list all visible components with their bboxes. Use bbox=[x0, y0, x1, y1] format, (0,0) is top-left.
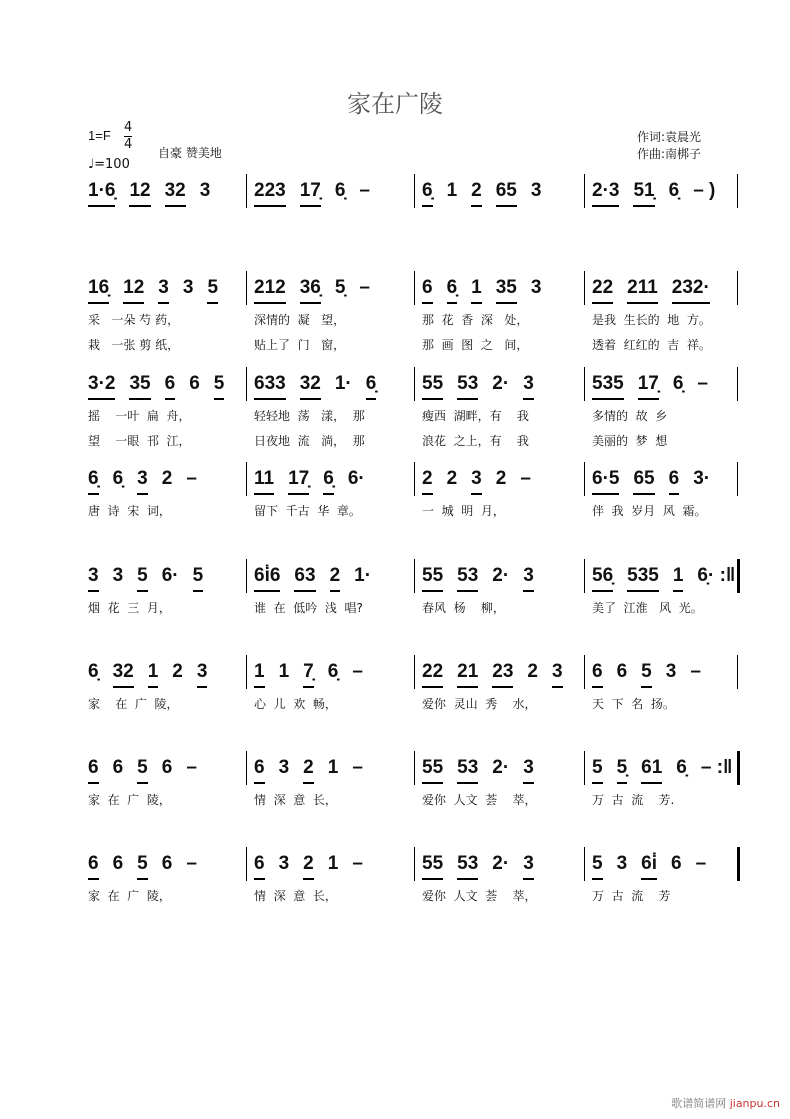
note-group: 3 bbox=[137, 468, 148, 495]
note-group-list bbox=[592, 565, 735, 592]
note-group: 3 bbox=[616, 853, 628, 874]
lyric-line: 伴 我 岁月 风 霜。 bbox=[592, 504, 707, 518]
measure bbox=[592, 853, 707, 903]
note-group: 5̣ bbox=[617, 757, 628, 784]
measure bbox=[88, 180, 210, 210]
note-group: 2 bbox=[471, 180, 482, 207]
note-group: 6· bbox=[347, 468, 365, 489]
end-bar-line bbox=[737, 847, 740, 881]
note-group-list bbox=[592, 180, 715, 207]
note-group: 32 bbox=[113, 661, 134, 688]
bar-line bbox=[246, 559, 247, 593]
measure bbox=[254, 277, 370, 352]
note-group: 22 bbox=[422, 661, 443, 688]
measure bbox=[592, 468, 711, 518]
measure bbox=[422, 468, 531, 518]
note-group: 3 bbox=[158, 277, 169, 304]
note-group: 212 bbox=[254, 277, 286, 304]
note-group: 1 bbox=[327, 757, 339, 778]
note-group: – ) bbox=[693, 180, 716, 201]
lyric-line: 留下 千古 华 章。 bbox=[254, 504, 361, 518]
note-group: 1 bbox=[673, 565, 684, 592]
note-group-list bbox=[422, 373, 534, 400]
measure bbox=[422, 853, 537, 903]
note-group: 3 bbox=[523, 853, 534, 880]
note-group: 5̣ bbox=[334, 277, 346, 298]
bar-line bbox=[246, 271, 247, 305]
bar-line bbox=[584, 559, 585, 593]
note-group: 535 bbox=[627, 565, 659, 592]
note-group: 6̣ bbox=[334, 180, 346, 201]
lyric-line: 一 城 明 月， bbox=[422, 504, 505, 518]
note-group: 1 bbox=[327, 853, 339, 874]
note-group: 6 bbox=[88, 757, 99, 784]
lyric-line: 望 一眼 邗 江， bbox=[88, 434, 191, 448]
note-group: 56̣ bbox=[592, 565, 613, 592]
note-group: 6 bbox=[592, 661, 603, 688]
lyric-line: 爱你 人文 荟 萃， bbox=[422, 889, 537, 903]
note-group: 11 bbox=[254, 468, 274, 495]
bar-line bbox=[414, 367, 415, 401]
note-group: 55 bbox=[422, 853, 443, 880]
lyric-line: 日夜地 流 淌， 那 bbox=[254, 434, 365, 448]
lyric-line: 透着 红红的 吉 祥。 bbox=[592, 338, 711, 352]
note-group: 36̣ bbox=[300, 277, 321, 304]
note-group: – bbox=[186, 468, 197, 489]
note-group-list bbox=[88, 277, 218, 304]
note-group: 3· bbox=[693, 468, 711, 489]
note-group: 3 bbox=[530, 180, 542, 201]
note-group-list bbox=[422, 853, 534, 880]
measure bbox=[254, 468, 365, 518]
end-bar-line bbox=[737, 462, 738, 496]
note-group: – bbox=[186, 853, 197, 874]
note-group: 232· bbox=[672, 277, 710, 304]
measure bbox=[592, 180, 715, 210]
note-group: 3 bbox=[471, 468, 482, 495]
note-group: 5 bbox=[592, 757, 603, 784]
note-group: 6 bbox=[161, 757, 173, 778]
note-group: – bbox=[520, 468, 531, 489]
note-group: 53 bbox=[457, 853, 478, 880]
bar-line bbox=[414, 559, 415, 593]
lyric-line: 万 古 流 芳. bbox=[592, 793, 675, 807]
note-group: 2 bbox=[330, 565, 341, 592]
note-group: 2 bbox=[422, 468, 433, 495]
time-signature-bottom: 4 bbox=[124, 137, 133, 152]
note-group: 1· bbox=[334, 373, 352, 394]
note-group: 3 bbox=[278, 853, 290, 874]
note-group-list bbox=[592, 853, 706, 880]
lyric-line: 那 画 图 之 间， bbox=[422, 338, 529, 352]
note-group-list bbox=[254, 757, 363, 784]
lyric-line: 爱你 人文 荟 萃， bbox=[422, 793, 537, 807]
note-group: 6 bbox=[161, 853, 173, 874]
note-group: 3 bbox=[552, 661, 563, 688]
lyric-line: 浪花 之上，有 我 bbox=[422, 434, 529, 448]
note-group: 6̣ bbox=[112, 468, 124, 489]
end-bar-line bbox=[737, 271, 738, 305]
note-group: 3 bbox=[88, 565, 99, 592]
lyric-line: 是我 生长的 地 方。 bbox=[592, 313, 711, 327]
note-group-list bbox=[254, 661, 363, 688]
note-group: – bbox=[697, 373, 708, 394]
note-group-list bbox=[422, 661, 563, 688]
lyric-line: 摇 一叶 扁 舟， bbox=[88, 409, 191, 423]
note-group: 6̣ bbox=[668, 180, 680, 201]
key-signature: 1=F bbox=[88, 128, 111, 143]
note-group: 5 bbox=[137, 853, 148, 880]
bar-line bbox=[246, 847, 247, 881]
measure bbox=[592, 661, 701, 711]
measure bbox=[88, 853, 197, 903]
lyric-line: 家 在 广 陵， bbox=[88, 793, 171, 807]
note-group: 6 bbox=[616, 661, 628, 682]
note-group: 6̣· :‖ bbox=[697, 565, 736, 586]
lyric-line: 瘦西 湖畔，有 我 bbox=[422, 409, 529, 423]
note-group: 53 bbox=[457, 757, 478, 784]
end-bar-line bbox=[737, 655, 738, 689]
note-group: 3 bbox=[199, 180, 211, 201]
note-group: 1·6̣ bbox=[88, 180, 115, 207]
note-group: 6i̇ bbox=[641, 853, 657, 880]
note-group-list bbox=[88, 853, 197, 880]
measure bbox=[592, 565, 736, 615]
lyric-line: 万 古 流 芳 bbox=[592, 889, 671, 903]
lyric-line: 美丽的 梦 想 bbox=[592, 434, 668, 448]
note-group: 211 bbox=[627, 277, 658, 304]
note-group: 1· bbox=[354, 565, 372, 586]
note-group: 1 bbox=[446, 180, 458, 201]
note-group: 5 bbox=[137, 565, 148, 592]
note-group: 5 bbox=[641, 661, 652, 688]
note-group: – bbox=[690, 661, 701, 682]
note-group: – bbox=[359, 277, 370, 298]
note-group: 3 bbox=[523, 757, 534, 784]
lyric-line: 美了 江淮 风 光。 bbox=[592, 601, 703, 615]
bar-line bbox=[414, 174, 415, 208]
lyric-line: 情 深 意 长， bbox=[254, 889, 337, 903]
measure bbox=[88, 565, 204, 615]
end-bar-line bbox=[737, 174, 738, 208]
lyric-line: 家 在 广 陵， bbox=[88, 889, 171, 903]
note-group: 17̣ bbox=[638, 373, 659, 400]
measure bbox=[88, 373, 225, 448]
note-group: 3·2 bbox=[88, 373, 115, 400]
note-group: 535 bbox=[592, 373, 624, 400]
time-signature bbox=[124, 120, 132, 153]
note-group: 6̣ bbox=[447, 277, 458, 304]
expression-marking: 自豪 赞美地 bbox=[158, 146, 222, 160]
note-group: 6 bbox=[254, 757, 265, 784]
note-group: 6̣ bbox=[323, 468, 334, 495]
lyric-line: 贴上了 门 窗， bbox=[254, 338, 346, 352]
note-group: 51̣ bbox=[633, 180, 654, 207]
note-group: 55 bbox=[422, 373, 443, 400]
bar-line bbox=[246, 367, 247, 401]
bar-line bbox=[246, 462, 247, 496]
note-group: 6̣ bbox=[366, 373, 377, 400]
note-group-list bbox=[422, 565, 534, 592]
note-group: 6 bbox=[112, 757, 124, 778]
watermark-url: jianpu.cn bbox=[729, 1097, 780, 1110]
note-group: 32 bbox=[165, 180, 186, 207]
note-group: – :‖ bbox=[700, 757, 733, 778]
note-group: – bbox=[352, 757, 363, 778]
note-group: 22 bbox=[592, 277, 613, 304]
measure bbox=[422, 757, 537, 807]
bar-line bbox=[414, 271, 415, 305]
note-group: 3 bbox=[523, 373, 534, 400]
note-group: 1 bbox=[254, 661, 265, 688]
note-group: 3 bbox=[530, 277, 542, 298]
note-group: 5 bbox=[214, 373, 225, 400]
note-group: 2 bbox=[446, 468, 458, 489]
note-group-list bbox=[88, 180, 210, 207]
note-group-list bbox=[422, 468, 531, 495]
note-group-list bbox=[422, 277, 541, 304]
measure bbox=[592, 373, 708, 448]
time-signature-top: 4 bbox=[124, 120, 133, 135]
note-group: 6̣ bbox=[422, 180, 433, 207]
note-group: 32 bbox=[300, 373, 321, 400]
note-group-list bbox=[422, 180, 541, 207]
note-group: 6 bbox=[422, 277, 433, 304]
note-group: – bbox=[359, 180, 370, 201]
note-group-list bbox=[254, 565, 371, 592]
note-group: 3 bbox=[197, 661, 208, 688]
note-group: 16̣ bbox=[88, 277, 109, 304]
note-group: 2· bbox=[492, 373, 510, 394]
note-group-list bbox=[592, 277, 710, 304]
note-group: 1 bbox=[148, 661, 159, 688]
measure bbox=[422, 277, 542, 352]
note-group: 1 bbox=[278, 661, 290, 682]
note-group: 61 bbox=[641, 757, 662, 784]
bar-line bbox=[414, 847, 415, 881]
note-group-list bbox=[592, 373, 708, 400]
note-group: 12 bbox=[123, 277, 144, 304]
note-group: 35 bbox=[129, 373, 150, 400]
bar-line bbox=[584, 847, 585, 881]
note-group: 3 bbox=[665, 661, 677, 682]
note-group: 6 bbox=[165, 373, 176, 400]
note-group: 6·5 bbox=[592, 468, 619, 495]
bar-line bbox=[584, 462, 585, 496]
measure bbox=[254, 565, 372, 615]
note-group-list bbox=[254, 373, 376, 400]
note-group: 2· bbox=[492, 853, 510, 874]
watermark-site: 歌谱简谱网 bbox=[671, 1097, 727, 1110]
note-group: 65 bbox=[496, 180, 517, 207]
bar-line bbox=[414, 462, 415, 496]
bar-line bbox=[584, 174, 585, 208]
note-group-list bbox=[592, 757, 733, 784]
note-group: 2 bbox=[527, 661, 538, 682]
note-group: 6i̇6 bbox=[254, 565, 280, 592]
note-group: 6̣ bbox=[88, 661, 99, 682]
note-group: 2 bbox=[303, 853, 314, 880]
lyric-line: 谁 在 低吟 浅 唱? bbox=[254, 601, 363, 615]
lyric-line: 天 下 名 扬。 bbox=[592, 697, 675, 711]
tempo-marking: ♩=100 bbox=[88, 157, 130, 172]
note-group: 6̣ bbox=[672, 373, 684, 394]
watermark bbox=[671, 1095, 780, 1111]
note-group: 2 bbox=[172, 661, 183, 682]
measure bbox=[254, 180, 370, 210]
bar-line bbox=[414, 751, 415, 785]
note-group: 63 bbox=[294, 565, 315, 592]
note-group-list bbox=[254, 853, 363, 880]
note-group-list bbox=[422, 757, 534, 784]
lyric-line: 那 花 香 深 处， bbox=[422, 313, 529, 327]
note-group: 2·3 bbox=[592, 180, 619, 207]
bar-line bbox=[584, 367, 585, 401]
note-group: 6 bbox=[671, 853, 682, 874]
measure bbox=[254, 661, 363, 711]
note-group: 5 bbox=[207, 277, 218, 304]
measure bbox=[88, 757, 197, 807]
note-group-list bbox=[592, 661, 701, 688]
note-group: 5 bbox=[193, 565, 204, 592]
note-group: 2· bbox=[492, 757, 510, 778]
note-group: 53 bbox=[457, 565, 478, 592]
note-group: 5 bbox=[137, 757, 148, 784]
note-group: 5 bbox=[592, 853, 603, 880]
note-group: 17̣ bbox=[288, 468, 309, 495]
note-group: 6̣ bbox=[88, 468, 99, 495]
lyric-line: 唐 诗 宋 词， bbox=[88, 504, 171, 518]
note-group-list bbox=[254, 180, 370, 207]
measure bbox=[422, 180, 541, 210]
measure bbox=[254, 757, 363, 807]
note-group-list bbox=[254, 468, 365, 495]
lyric-line: 深情的 凝 望， bbox=[254, 313, 346, 327]
end-bar-line bbox=[737, 559, 740, 593]
note-group-list bbox=[88, 757, 197, 784]
measure bbox=[254, 373, 377, 448]
note-group: 6 bbox=[88, 853, 99, 880]
note-group-list bbox=[88, 565, 203, 592]
note-group: – bbox=[352, 853, 363, 874]
measure bbox=[422, 373, 534, 448]
lyric-line: 心 儿 欢 畅， bbox=[254, 697, 337, 711]
lyric-line: 多情的 故 乡 bbox=[592, 409, 668, 423]
note-group: 21 bbox=[457, 661, 478, 688]
composer-credit: 作曲:南梆子 bbox=[637, 147, 702, 161]
note-group: 2 bbox=[303, 757, 314, 784]
note-group: 223 bbox=[254, 180, 286, 207]
note-group: 12 bbox=[129, 180, 150, 207]
note-group: 3 bbox=[278, 757, 290, 778]
note-group: – bbox=[352, 661, 363, 682]
note-group: 55 bbox=[422, 565, 443, 592]
note-group: 55 bbox=[422, 757, 443, 784]
note-group: 35 bbox=[496, 277, 517, 304]
note-group: 6̣ bbox=[676, 757, 687, 778]
measure bbox=[592, 277, 711, 352]
note-group: 1 bbox=[471, 277, 482, 304]
note-group-list bbox=[88, 661, 207, 688]
note-group: 2 bbox=[161, 468, 173, 489]
measure bbox=[422, 661, 563, 711]
note-group: 6 bbox=[112, 853, 124, 874]
lyricist-credit: 作词:袁晨光 bbox=[637, 130, 702, 144]
measure bbox=[88, 661, 208, 711]
note-group: 3 bbox=[182, 277, 194, 298]
bar-line bbox=[584, 655, 585, 689]
note-group-list bbox=[592, 468, 710, 495]
song-title: 家在广陵 bbox=[347, 90, 443, 118]
bar-line bbox=[584, 271, 585, 305]
note-group: 2· bbox=[492, 565, 510, 586]
note-group: 633 bbox=[254, 373, 286, 400]
lyric-line: 烟 花 三 月， bbox=[88, 601, 171, 615]
lyric-line: 春风 杨 柳， bbox=[422, 601, 505, 615]
lyric-line: 轻轻地 荡 漾， 那 bbox=[254, 409, 365, 423]
note-group: 53 bbox=[457, 373, 478, 400]
note-group: 6̣ bbox=[327, 661, 339, 682]
lyric-line: 采 一朵 芍 药， bbox=[88, 313, 180, 327]
lyric-line: 爱你 灵山 秀 水， bbox=[422, 697, 537, 711]
note-group: 3 bbox=[523, 565, 534, 592]
lyric-line: 情 深 意 长， bbox=[254, 793, 337, 807]
end-bar-line bbox=[737, 367, 738, 401]
measure bbox=[422, 565, 534, 615]
bar-line bbox=[246, 174, 247, 208]
note-group-list bbox=[254, 277, 370, 304]
measure bbox=[592, 757, 733, 807]
lyric-line: 栽 一张 剪 纸， bbox=[88, 338, 180, 352]
note-group: 3 bbox=[112, 565, 124, 586]
note-group: 6 bbox=[189, 373, 200, 394]
bar-line bbox=[246, 655, 247, 689]
note-group: 2 bbox=[495, 468, 507, 489]
note-group: – bbox=[186, 757, 197, 778]
note-group: 7̣ bbox=[303, 661, 314, 688]
measure bbox=[88, 277, 219, 352]
bar-line bbox=[414, 655, 415, 689]
end-bar-line bbox=[737, 751, 740, 785]
note-group-list bbox=[88, 373, 224, 400]
note-group: 65 bbox=[633, 468, 654, 495]
note-group: 23 bbox=[492, 661, 513, 688]
lyric-line: 家 在 广 陵， bbox=[88, 697, 179, 711]
measure bbox=[254, 853, 363, 903]
note-group: 6· bbox=[161, 565, 179, 586]
bar-line bbox=[246, 751, 247, 785]
note-group: 6 bbox=[254, 853, 265, 880]
note-group: 17̣ bbox=[300, 180, 321, 207]
bar-line bbox=[584, 751, 585, 785]
note-group: 6 bbox=[669, 468, 680, 495]
note-group: – bbox=[695, 853, 707, 874]
note-group-list bbox=[88, 468, 197, 495]
measure bbox=[88, 468, 197, 518]
